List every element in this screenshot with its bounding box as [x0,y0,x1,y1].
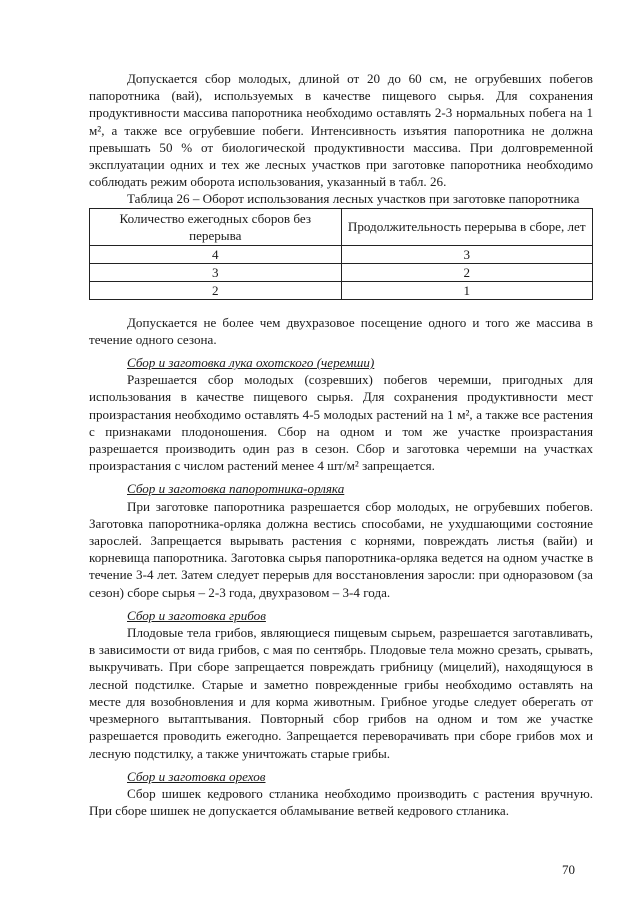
paragraph-mushrooms: Плодовые тела грибов, являющиеся пищевым сырьем, разрешается заготавливать, в зависимости от вида грибов, с мая по сентябрь. Плодовые тела можно срезать, срывать, выкручивать. При сборе запрещается повреждать грибницу (мицелий), находящуюся в лесной подстилке. Старые и заметно поврежденные грибы необходимо оставлять на месте для возобновления и для корма животным. Грибное угодье следует оберегать от чрезмерного вытаптывания. Повторный сбор грибов на одном и том же участке разрешается проводить ежегодно. Запрещается переворачивать при сборе грибов мох и лесную подстилку, а также уничтожать старые грибы. [89,625,593,761]
section-heading-orlyak: Сбор и заготовка папоротника-орляка [127,481,345,497]
table-cell: 2 [341,263,593,281]
table-row [90,263,593,281]
paragraph-orlyak: При заготовке папоротника разрешается сбор молодых, не огрубевших побегов. Заготовка папоротника-орляка должна вестись способами, не ухудшающими состояние зарослей. Запрещается вырывать растения с корнями, повреждать листья (вайи) и корневища папоротника. Заготовка сырья папоротника-орляка ведется на одном участке в течение 3-4 лет. Затем следует перерыв для восстановления заросли: при одноразовом (за сезон) сборе сырья – 2-3 года, двухразовом – 3-4 года. [89,498,593,600]
table-cell: 2 [90,281,342,299]
paragraph-visit-limit: Допускается не более чем двухразовое посещение одного и того же массива в течение одного сезона. [89,314,593,347]
table-header-row [90,208,593,245]
paragraph-cheremsha: Разрешается сбор молодых (созревших) побегов черемши, пригодных для использования в качестве пищевого сырья. Для сохранения продуктивности мест произрастания необходимо оставлять 4-5 молодых растений на 1 м², а также все растения с признаками плодоношения. Сбор на одном и том же участке произрастания разрешается производить один раз в сезон. Сбор и заготовка черемши на участках произрастания с числом растений менее 4 шт/м² запрещается. [89,372,593,474]
table-header-cell: Продолжительность перерыва в сборе, лет [341,208,593,245]
table-header-cell: Количество ежегодных сборов без перерыва [90,208,342,245]
table-row [90,245,593,263]
table-cell: 3 [341,245,593,263]
paragraph-fern-collection: Допускается сбор молодых, длиной от 20 до 60 см, не огрубевших побегов папоротника (вай), используемых в качестве пищевого сырья. Для сохранения продуктивности массива папоротника необходимо оставлять 2-3 нормальных побега на 1 м², а также все огрубевшие побеги. Интенсивность изъятия папоротника не должна превышать 50 % от биологической продуктивности массива. При долговременной эксплуатации одних и тех же лесных участков при заготовке папоротника необходимо соблюдать режим оборота использования, указанный в табл. 26. [89,71,593,190]
section-heading-mushrooms: Сбор и заготовка грибов [127,607,266,623]
rotation-table [89,208,593,300]
table-row [90,281,593,299]
section-heading-nuts: Сбор и заготовка орехов [127,768,266,784]
paragraph-nuts: Сбор шишек кедрового стланика необходимо производить с растения вручную. При сборе шишек не допускается обламывание ветвей кедрового стланика. [89,785,593,819]
table-cell: 4 [90,245,342,263]
table-cell: 1 [341,281,593,299]
page-content [89,70,593,819]
section-heading-cheremsha: Сбор и заготовка лука охотского (черемши) [127,355,375,371]
table-cell: 3 [90,263,342,281]
table-caption: Таблица 26 – Оборот использования лесных участков при заготовке папоротника [127,191,580,207]
page-number: 70 [562,862,575,877]
